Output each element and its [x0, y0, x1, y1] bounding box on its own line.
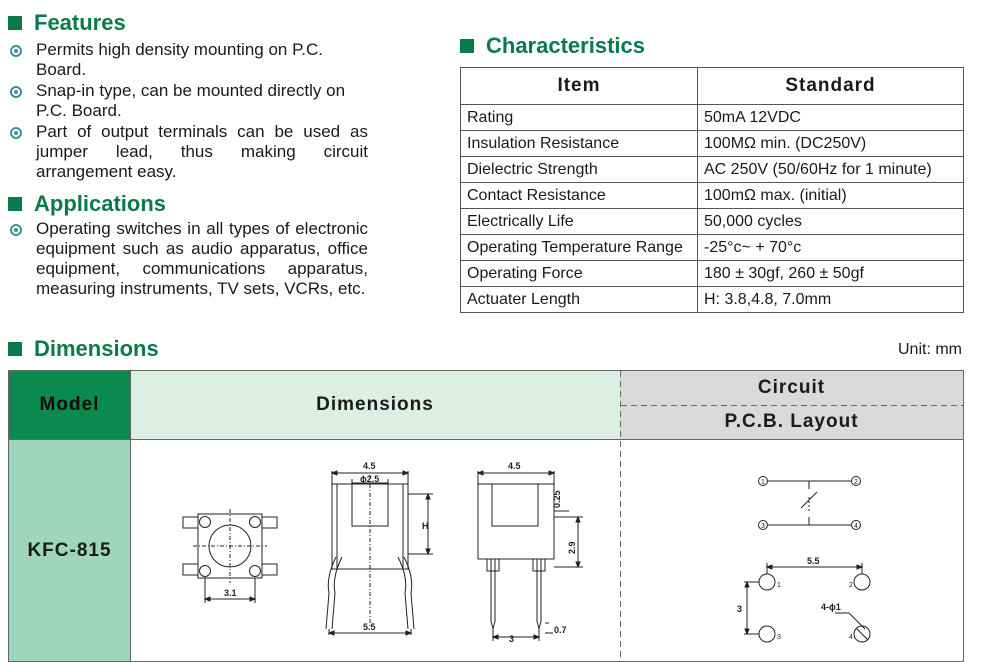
list-item: Permits high density mounting on P.C. Board. [8, 40, 368, 80]
header-item: Item [461, 68, 698, 105]
table-header-row [461, 68, 964, 105]
unit-label: Unit: mm [898, 341, 962, 358]
dim-label: 3.1 [224, 588, 237, 598]
header-standard: Standard [698, 68, 964, 105]
square-bullet-icon [8, 16, 22, 30]
side-view-drawing [478, 461, 583, 644]
dim-label: 5.5 [363, 622, 376, 632]
dim-label: H [422, 521, 429, 531]
pcb-layout-diagram [737, 556, 870, 642]
header-circuit: Circuit [620, 371, 963, 405]
list-item: Operating switches in all types of electronic equipment such as audio apparatus, office equipment, communications apparatus, measuring instruments, TV sets, VCRs, etc. [8, 219, 368, 299]
square-bullet-icon [8, 197, 22, 211]
square-bullet-icon [8, 342, 22, 356]
dimensions-title: Dimensions [8, 336, 159, 362]
list-item: Snap-in type, can be mounted directly on P.C. Board. [8, 81, 368, 121]
circle-bullet-icon [10, 86, 22, 98]
applications-title: Applications [8, 191, 166, 217]
header-model: Model [9, 371, 130, 439]
dimension-drawings [9, 371, 963, 661]
front-view-drawing [326, 461, 433, 635]
dimensions-table [8, 370, 964, 662]
characteristics-table [460, 67, 964, 313]
pin-label: 3 [761, 523, 765, 530]
circuit-diagram [759, 477, 861, 531]
table-row: Actuater Length H: 3.8,4.8, 7.0mm [461, 287, 964, 313]
table-row: Electrically Life 50,000 cycles [461, 209, 964, 235]
header-pcb-layout: P.C.B. Layout [620, 405, 963, 439]
characteristics-title: Characteristics [460, 33, 645, 59]
dim-label: 0.7 [554, 625, 567, 635]
circle-bullet-icon [10, 224, 22, 236]
circle-bullet-icon [10, 127, 22, 139]
features-list [8, 40, 368, 183]
pin-label: 2 [849, 582, 853, 589]
dim-label: ϕ2.5 [360, 474, 380, 484]
dim-label: 4.5 [363, 461, 376, 471]
top-view-drawing [183, 509, 277, 603]
table-row: Dielectric Strength AC 250V (50/60Hz for 1 minute) [461, 157, 964, 183]
pin-label: 4 [854, 523, 858, 530]
table-row: Operating Force 180 ± 30gf, 260 ± 50gf [461, 261, 964, 287]
pin-label: 2 [854, 479, 858, 486]
table-row: Insulation Resistance 100MΩ min. (DC250V) [461, 131, 964, 157]
dim-label: 3 [737, 604, 743, 614]
pin-label: 3 [777, 634, 781, 641]
table-row: Operating Temperature Range -25°c~ + 70°c [461, 235, 964, 261]
dim-label: 4-ϕ1 [821, 602, 841, 612]
pin-label: 4 [849, 634, 853, 641]
square-bullet-icon [460, 39, 474, 53]
table-row: Contact Resistance 100mΩ max. (initial) [461, 183, 964, 209]
header-dimensions: Dimensions [130, 371, 620, 439]
pin-label: 1 [777, 582, 781, 589]
dim-label: 3 [509, 634, 515, 644]
list-item: Part of output terminals can be used as jumper lead, thus making circuit arrangement easy. [8, 122, 368, 182]
circle-bullet-icon [10, 45, 22, 57]
dim-label: 0.25 [552, 490, 562, 508]
applications-list [8, 219, 368, 300]
pin-label: 1 [761, 479, 765, 486]
dim-label: 5.5 [807, 556, 820, 566]
table-row: Rating 50mA 12VDC [461, 105, 964, 131]
model-name: KFC-815 [9, 440, 130, 661]
dim-label: 4.5 [508, 461, 521, 471]
features-title: Features [8, 10, 126, 36]
dim-label: 2.9 [567, 541, 577, 554]
